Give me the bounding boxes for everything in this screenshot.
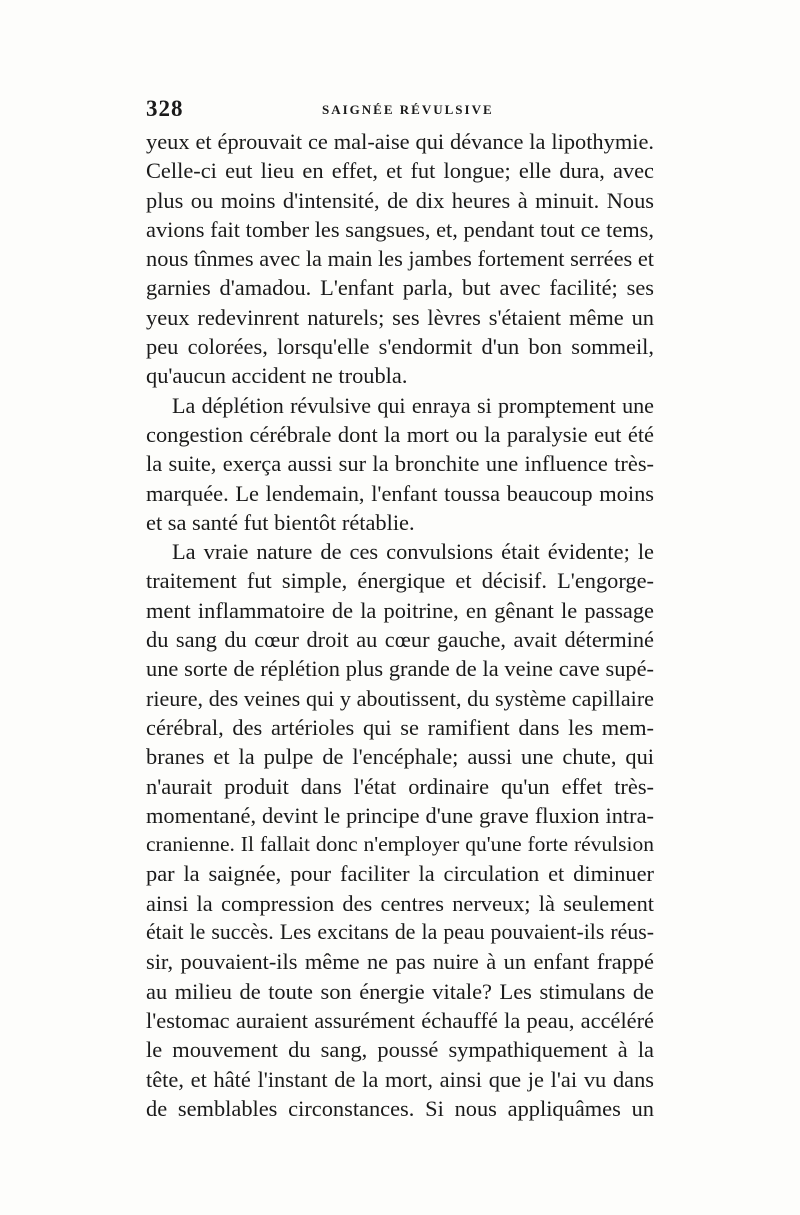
- text-line: ainsi la compression des centres nerveux; là seulement: [146, 890, 654, 916]
- page-number: 328: [146, 96, 184, 121]
- text-line: garnies d'amadou. L'enfant parla, but avec facilité; ses: [146, 275, 654, 301]
- text-line: avions fait tomber les sangsues, et, pendant tout ce tems,: [146, 216, 654, 242]
- text-line: peu colorées, lorsqu'elle s'endormit d'un bon sommeil,: [146, 334, 654, 360]
- text-line: par la saignée, pour faciliter la circulation et diminuer: [146, 861, 654, 887]
- text-line: au milieu de toute son énergie vitale? Les stimulans de: [146, 978, 654, 1004]
- paragraph-start-line: La déplétion révulsive qui enraya si promptement une: [172, 392, 654, 418]
- paragraph-start-line: La vraie nature de ces convulsions était évidente; le: [172, 539, 654, 565]
- text-line: plus ou moins d'intensité, de dix heures à minuit. Nous: [146, 187, 654, 213]
- text-line: était le succès. Les excitans de la peau pouvaient-ils réus-: [146, 920, 654, 945]
- text-line: yeux et éprouvait ce mal-aise qui dévance la lipothymie.: [146, 129, 654, 154]
- text-line: n'aurait produit dans l'état ordinaire qu'un effet très-: [146, 773, 654, 799]
- text-line: la suite, exerça aussi sur la bronchite une influence très-: [146, 451, 654, 477]
- text-line: rieure, des veines qui y aboutissent, du système capillaire: [146, 685, 654, 711]
- text-line: momentané, devint le principe d'une grave fluxion intra-: [146, 802, 654, 828]
- text-line: ment inflammatoire de la poitrine, en gênant le passage: [146, 597, 654, 623]
- text-line: du sang du cœur droit au cœur gauche, avait déterminé: [146, 627, 654, 653]
- text-line: marquée. Le lendemain, l'enfant toussa beaucoup moins: [146, 480, 654, 506]
- body-text: [146, 127, 654, 1123]
- text-line: traitement fut simple, énergique et décisif. L'engorge-: [146, 568, 654, 594]
- text-line: qu'aucun accident ne troubla.: [146, 363, 408, 389]
- text-line: sir, pouvaient-ils même ne pas nuire à un enfant frappé: [146, 949, 654, 975]
- text-line: de semblables circonstances. Si nous appliquâmes un: [146, 1095, 654, 1121]
- text-line: yeux redevinrent naturels; ses lèvres s'étaient même un: [146, 304, 654, 330]
- text-line: et sa santé fut bientôt rétablie.: [146, 509, 415, 535]
- text-line: tête, et hâté l'instant de la mort, ainsi que je l'ai vu dans: [146, 1066, 654, 1092]
- running-title: SAIGNÉE RÉVULSIVE: [322, 102, 494, 117]
- text-line: le mouvement du sang, poussé sympathiquement à la: [146, 1037, 654, 1063]
- text-line: congestion cérébrale dont la mort ou la paralysie eut été: [146, 421, 654, 447]
- text-line: branes et la pulpe de l'encéphale; aussi une chute, qui: [146, 744, 654, 770]
- text-line: une sorte de réplétion plus grande de la veine cave supé-: [146, 656, 654, 682]
- text-line: l'estomac auraient assurément échauffé la peau, accéléré: [146, 1007, 654, 1033]
- text-line: Celle-ci eut lieu en effet, et fut longue; elle dura, avec: [146, 158, 654, 184]
- text-line: nous tînmes avec la main les jambes fortement serrées et: [146, 246, 654, 272]
- text-line: cérébral, des artérioles qui se ramifient dans les mem-: [146, 714, 654, 740]
- text-line: cranienne. Il fallait donc n'employer qu'une forte révulsion: [146, 832, 654, 857]
- running-head: [146, 96, 656, 122]
